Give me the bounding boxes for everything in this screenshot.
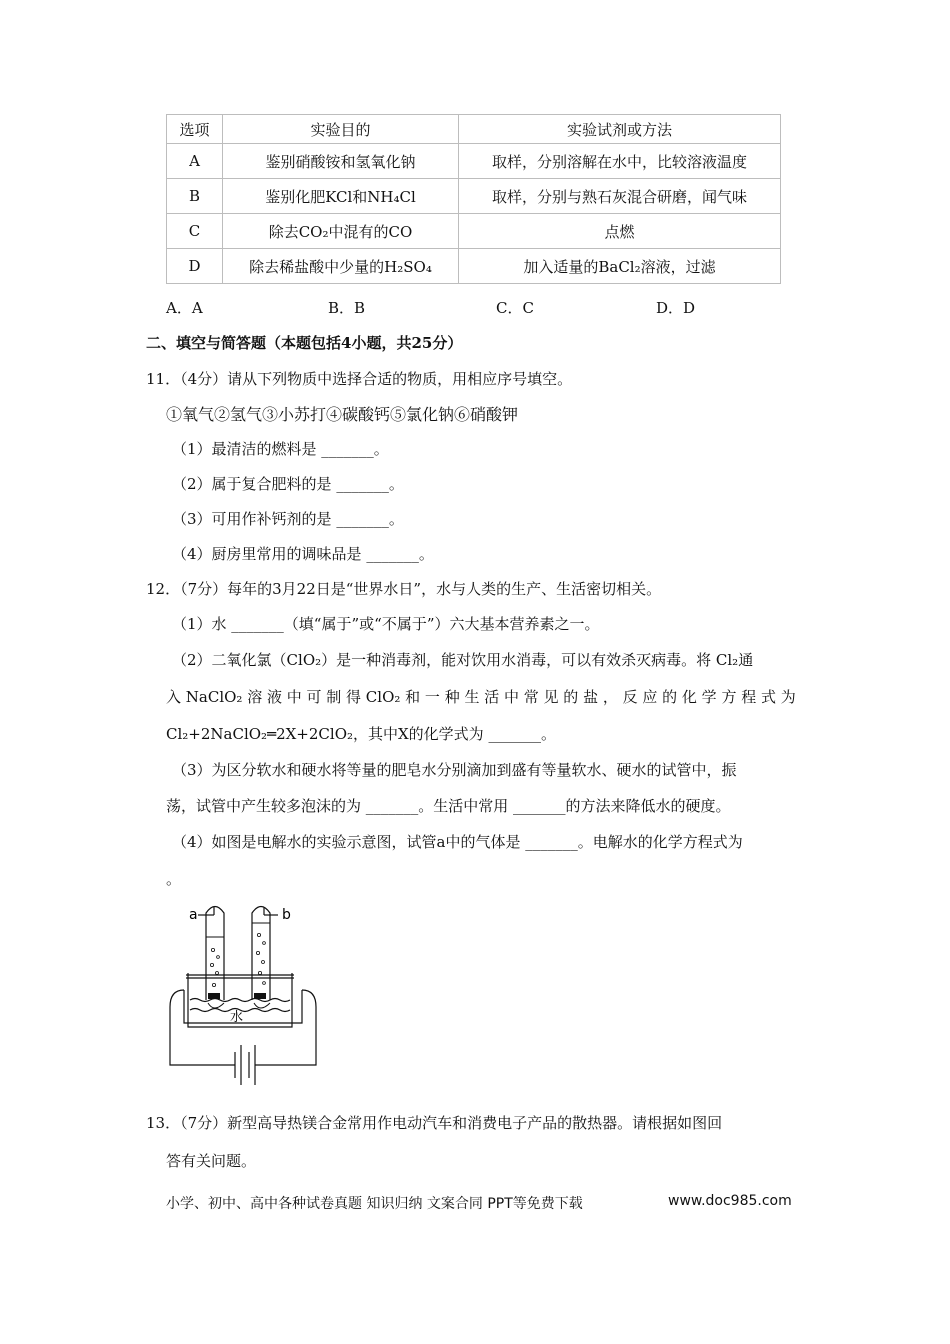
- choice-b: B．B: [328, 299, 366, 317]
- q12-stem: 12．（7分）每年的3月22日是“世界水日”，水与人类的生产、生活密切相关。: [146, 580, 662, 598]
- table-row: [167, 249, 781, 284]
- options-table: [166, 114, 781, 284]
- table-header: 选项: [167, 115, 223, 144]
- q12-part3-line2: 荡，试管中产生较多泡沫的为 _______。生活中常用 _______的方法来降低水的硬度。: [166, 797, 731, 815]
- electrolysis-diagram: [160, 895, 330, 1085]
- label-a: a: [189, 907, 198, 923]
- table-header: 实验试剂或方法: [459, 115, 781, 144]
- table-row: [167, 214, 781, 249]
- section-title: 二、填空与简答题（本题包括4小题，共25分）: [146, 334, 463, 352]
- label-b: b: [282, 907, 291, 923]
- table-cell: 鉴别化肥KCl和NH₄Cl: [223, 179, 459, 214]
- q11-part4: （4）厨房里常用的调味品是 _______。: [172, 545, 434, 563]
- label-water: 水: [230, 1010, 244, 1025]
- q13-line1: 13．（7分）新型高导热镁合金常用作电动汽车和消费电子产品的散热器。请根据如图回: [146, 1114, 723, 1132]
- q12-part2-line2: 入 NaClO₂ 溶 液 中 可 制 得 ClO₂ 和 一 种 生 活 中 常 见 的 盐 ， 反 应 的 化 学 方 程 式 为: [166, 688, 796, 706]
- table-header: 实验目的: [223, 115, 459, 144]
- footer-url[interactable]: www.doc985.com: [668, 1193, 792, 1209]
- q12-part4-line1: （4）如图是电解水的实验示意图，试管a中的气体是 _______。电解水的化学方程式为: [172, 833, 743, 851]
- table-cell: D: [167, 249, 223, 284]
- q12-part2-line1: （2）二氧化氯（ClO₂）是一种消毒剂，能对饮用水消毒，可以有效杀灭病毒。将 Cl₂通: [172, 651, 754, 669]
- table-cell: 加入适量的BaCl₂溶液，过滤: [459, 249, 781, 284]
- table-cell: A: [167, 144, 223, 179]
- q12-part2-line3: Cl₂+2NaClO₂═2X+2ClO₂，其中X的化学式为 _______。: [166, 725, 556, 743]
- choice-d: D．D: [656, 299, 696, 317]
- q12-part1: （1）水 _______（填“属于”或“不属于”）六大基本营养素之一。: [172, 615, 600, 633]
- table-cell: 除去稀盐酸中少量的H₂SO₄: [223, 249, 459, 284]
- table-cell: 除去CO₂中混有的CO: [223, 214, 459, 249]
- table-cell: 取样，分别与熟石灰混合研磨，闻气味: [459, 179, 781, 214]
- footer-text: 小学、初中、高中各种试卷真题 知识归纳 文案合同 PPT等免费下载: [166, 1196, 583, 1212]
- table-cell: C: [167, 214, 223, 249]
- table-cell: B: [167, 179, 223, 214]
- q11-stem: 11．（4分）请从下列物质中选择合适的物质，用相应序号填空。: [146, 370, 573, 388]
- answer-choices: [166, 297, 695, 318]
- q11-part2: （2）属于复合肥料的是 _______。: [172, 475, 404, 493]
- q11-substances: ①氧气②氢气③小苏打④碳酸钙⑤氯化钠⑥硝酸钾: [166, 405, 519, 424]
- table-row: [167, 179, 781, 214]
- q11-part1: （1）最清洁的燃料是 _______。: [172, 440, 389, 458]
- table-cell: 点燃: [459, 214, 781, 249]
- q13-line2: 答有关问题。: [166, 1152, 257, 1170]
- q12-part4-line2: 。: [166, 870, 182, 888]
- table-row: [167, 144, 781, 179]
- q12-part3-line1: （3）为区分软水和硬水将等量的肥皂水分别滴加到盛有等量软水、硬水的试管中，振: [172, 761, 737, 779]
- choice-c: C．C: [496, 299, 534, 317]
- table-cell: 取样，分别溶解在水中，比较溶液温度: [459, 144, 781, 179]
- q11-part3: （3）可用作补钙剂的是 _______。: [172, 510, 404, 528]
- table-cell: 鉴别硝酸铵和氢氧化钠: [223, 144, 459, 179]
- choice-a: A．A: [166, 299, 203, 317]
